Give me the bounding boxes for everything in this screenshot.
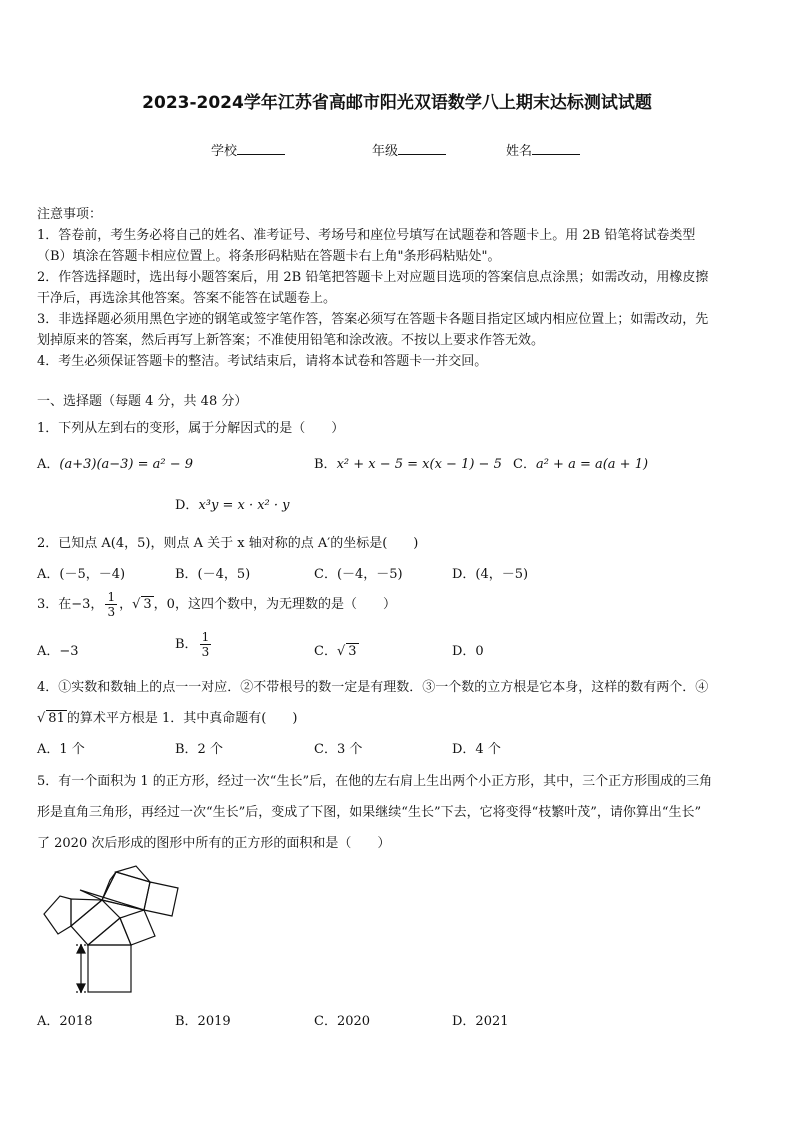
q4-option-c: C．3 个 — [314, 742, 363, 757]
grade-label: 年级 — [372, 144, 399, 159]
grade-blank — [398, 142, 446, 155]
q4-stem-line-1: 4．①实数和数轴上的点一一对应．②不带根号的数一定是有理数．③一个数的立方根是它本身，这样的数有两个．④ — [37, 680, 709, 695]
left-small-square — [44, 896, 71, 934]
q4-stem-line-2: √ 81 的算术平方根是 1．其中真命题有( ) — [37, 711, 298, 726]
height-arrow — [76, 945, 88, 992]
q3-option-d: D．0 — [452, 644, 484, 659]
top-right-square — [144, 882, 178, 916]
q3-stem: 3．在−3， $\frac{1}{3}$ ，√ 3 ，0，这四个数中，为无理数的是（ ） — [37, 590, 396, 619]
grade-field — [372, 140, 446, 159]
q3-option-b: B． $\frac{1}{3}$ — [175, 630, 210, 659]
q3-fraction: $\frac{1}{3}$ — [107, 590, 116, 619]
school-blank — [237, 142, 285, 155]
right-square — [120, 910, 155, 945]
q1-stem: 1．下列从左到右的变形，属于分解因式的是（ ） — [37, 421, 345, 436]
sqrt-symbol: √ — [37, 711, 46, 726]
q3-option-a: A．−3 — [37, 644, 79, 659]
base-square — [88, 945, 131, 992]
q2-option-b: B．(－4，5) — [175, 567, 251, 582]
q4-option-a: A．1 个 — [37, 742, 85, 757]
name-field — [506, 140, 580, 159]
notice-line-1: 1．答卷前，考生务必将自己的姓名、准考证号、考场号和座位号填写在试题卷和答题卡上。用 2B 铅笔将试卷类型 — [37, 228, 696, 243]
notice-heading: 注意事项： — [37, 207, 103, 222]
q2-option-a: A．(－5，－4) — [37, 567, 126, 582]
notice-line-2: （B）填涂在答题卡相应位置上。将条形码粘贴在答题卡右上角"条形码粘贴处"。 — [37, 249, 501, 264]
q4-option-b: B．2 个 — [175, 742, 223, 757]
q4-option-d: D．4 个 — [452, 742, 501, 757]
sqrt-symbol: √ — [336, 644, 346, 659]
pythagoras-tree-figure — [40, 862, 190, 998]
q1-option-a: A．(a+3)(a−3) = a² − 9 — [37, 457, 194, 472]
q5-option-b: B．2019 — [175, 1014, 231, 1029]
notice-line-5: 3．非选择题必须用黑色字迹的钢笔或签字笔作答，答案必须写在答题卡各题目指定区域内相应位置上；如需改动，先 — [37, 312, 709, 327]
q3-option-c: C．√ 3 — [314, 644, 357, 659]
q3-sqrt: 3 — [143, 597, 152, 612]
notice-line-6: 划掉原来的答案，然后再写上新答案；不准使用铅笔和涂改液。不按以上要求作答无效。 — [37, 333, 545, 348]
q1-option-c-expr: a² + a = a(a + 1) — [535, 457, 649, 472]
notice-line-3: 2．作答选择题时，选出每小题答案后，用 2B 铅笔把答题卡上对应题目选项的答案信息点涂黑；如需改动，用橡皮擦 — [37, 270, 709, 285]
top-left-small — [102, 872, 116, 900]
q3-option-b-fraction: $\frac{1}{3}$ — [201, 630, 210, 659]
name-blank — [532, 142, 580, 155]
q5-option-d: D．2021 — [452, 1014, 509, 1029]
q2-option-c: C．(－4，－5) — [314, 567, 403, 582]
notice-line-7: 4．考生必须保证答题卡的整洁。考试结束后，请将本试卷和答题卡一并交回。 — [37, 354, 488, 369]
sqrt-symbol: √ — [132, 597, 141, 612]
q5-stem-line-1: 5．有一个面积为 1 的正方形，经过一次“生长”后，在他的左右肩上生出两个小正方形，其中，三个正方形围成的三角 — [37, 774, 713, 789]
q5-stem-line-3: 了 2020 次后形成的图形中所有的正方形的面积和是（ ） — [37, 836, 391, 851]
page-title: 2023-2024学年江苏省高邮市阳光双语数学八上期末达标测试试题 — [142, 93, 652, 113]
q1-option-d-expr: x³y = x · x² · y — [198, 498, 290, 513]
q5-option-c: C．2020 — [314, 1014, 371, 1029]
q1-option-b: B．x² + x − 5 = x(x − 1) − 5 — [314, 457, 502, 472]
section-heading: 一、选择题（每题 4 分，共 48 分） — [37, 394, 248, 409]
q1-option-d: D．x³y = x · x² · y — [175, 498, 290, 513]
q2-option-d: D．(4，－5) — [452, 567, 529, 582]
school-field — [211, 140, 285, 159]
triangle-1 — [88, 918, 131, 945]
q1-option-a-expr: (a+3)(a−3) = a² − 9 — [59, 457, 194, 472]
top-triangle — [116, 866, 150, 882]
name-label: 姓名 — [506, 144, 533, 159]
q5-stem-line-2: 形是直角三角形，再经过一次“生长”后，变成了下图，如果继续“生长”下去，它将变得“枝繁叶茂”，请你算出“生长” — [37, 805, 702, 820]
q5-option-a: A．2018 — [37, 1014, 93, 1029]
q1-option-b-expr: x² + x − 5 = x(x − 1) − 5 — [336, 457, 502, 472]
notice-line-4: 干净后，再选涂其他答案。答案不能答在试题卷上。 — [37, 291, 337, 306]
q1-option-c: C．a² + a = a(a + 1) — [513, 457, 649, 472]
school-label: 学校 — [211, 144, 238, 159]
q2-stem: 2．已知点 A(4，5)，则点 A 关于 x 轴对称的点 A′的坐标是( ) — [37, 536, 419, 551]
left-square — [71, 900, 120, 945]
q4-sqrt: 81 — [48, 711, 65, 726]
triangle-left — [71, 899, 102, 926]
